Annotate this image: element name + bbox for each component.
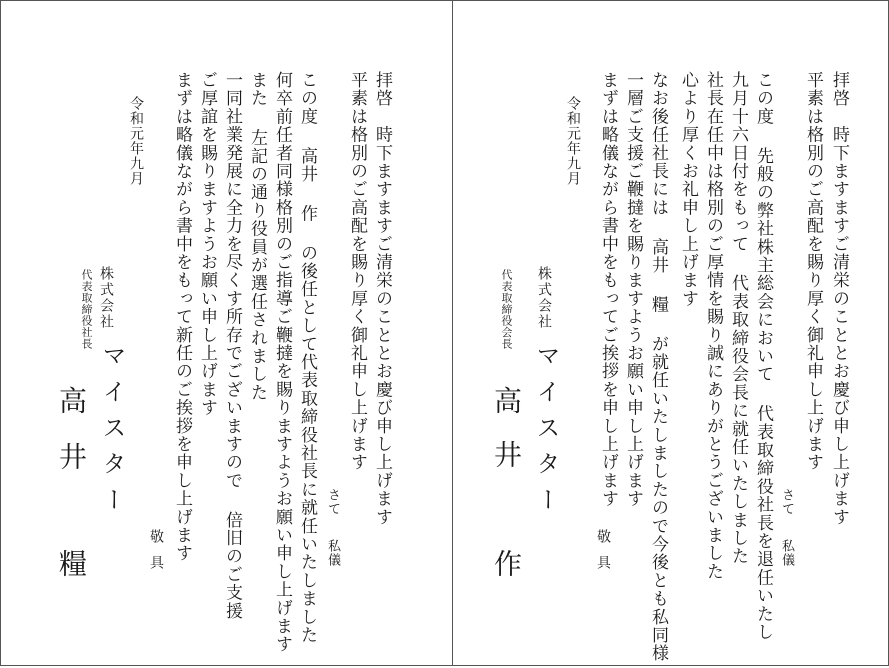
letter-date: 令和元年九月 — [565, 96, 581, 186]
letter-line: 平素は格別のご高配を賜り厚く御礼申し上げます — [803, 71, 823, 472]
letter-date: 令和元年九月 — [128, 96, 144, 186]
company-type: 株式会社 — [536, 266, 552, 330]
signer-family-name: 高井 — [490, 386, 523, 494]
note-sate: さて — [779, 488, 794, 516]
signer-title: 代表取締役社長 — [80, 269, 93, 350]
note-watakushigi: 私儀 — [325, 539, 340, 567]
closing-keigu: 敬具 — [595, 529, 611, 581]
letter-line: この度 高井 作 の後任として代表取締役社長に就任いたしました — [297, 71, 317, 645]
letter-line: 拝啓 時下ますますご清栄のこととお慶び申し上げます — [372, 71, 392, 526]
letter-line: まずは略儀ながら書中をもって新任のご挨拶を申し上げます — [172, 71, 192, 563]
letter-line: 平素は格別のご高配を賜り厚く御礼申し上げます — [347, 71, 367, 472]
note-sate: さて — [325, 488, 340, 516]
letter-line: 何卒前任者同様格別のご指導ご鞭撻を賜りますようお願い申し上げます — [272, 71, 292, 654]
signer-given-name: 糧 — [55, 549, 88, 577]
signer-title: 代表取締役会長 — [500, 269, 513, 350]
closing-keigu: 敬具 — [148, 529, 164, 581]
letter-line: 社長在任中は格別のご厚情を賜り誠にありがとうございました — [703, 71, 723, 581]
signer-given-name: 作 — [490, 549, 523, 577]
letter-line: まずは略儀ながら書中をもってご挨拶を申し上げます — [598, 71, 618, 508]
letter-line: 九月十六日付をもって 代表取締役会長に就任いたしました — [728, 71, 748, 566]
letter-line: 一同社業発展に全力を尽くす所存でございますので 倍旧のご支援 — [222, 71, 242, 620]
letter-page-right — [452, 0, 889, 666]
company-name: マイスター — [532, 343, 560, 523]
letter-line: また 左記の通り役員が選任されました — [247, 71, 267, 402]
company-name: マイスター — [98, 343, 126, 523]
letter-line: 拝啓 時下ますますご清栄のこととお慶び申し上げます — [829, 71, 849, 526]
letter-line: ご厚誼を賜りますようお願い申し上げます — [197, 71, 217, 417]
company-type: 株式会社 — [98, 266, 114, 330]
letter-line: 心より厚くお礼申し上げます — [678, 71, 698, 308]
letter-line: 一層ご支援ご鞭撻を賜りますようお願い申し上げます — [623, 71, 643, 508]
letter-line: この度 先般の弊社株主総会において 代表取締役社長を退任いたし — [753, 71, 773, 642]
signer-family-name: 高井 — [55, 386, 88, 498]
note-watakushigi: 私儀 — [779, 539, 794, 567]
letter-line: なお後任社長には 高井 糧 が就任いたしましたので今後とも私同様 — [648, 71, 668, 663]
